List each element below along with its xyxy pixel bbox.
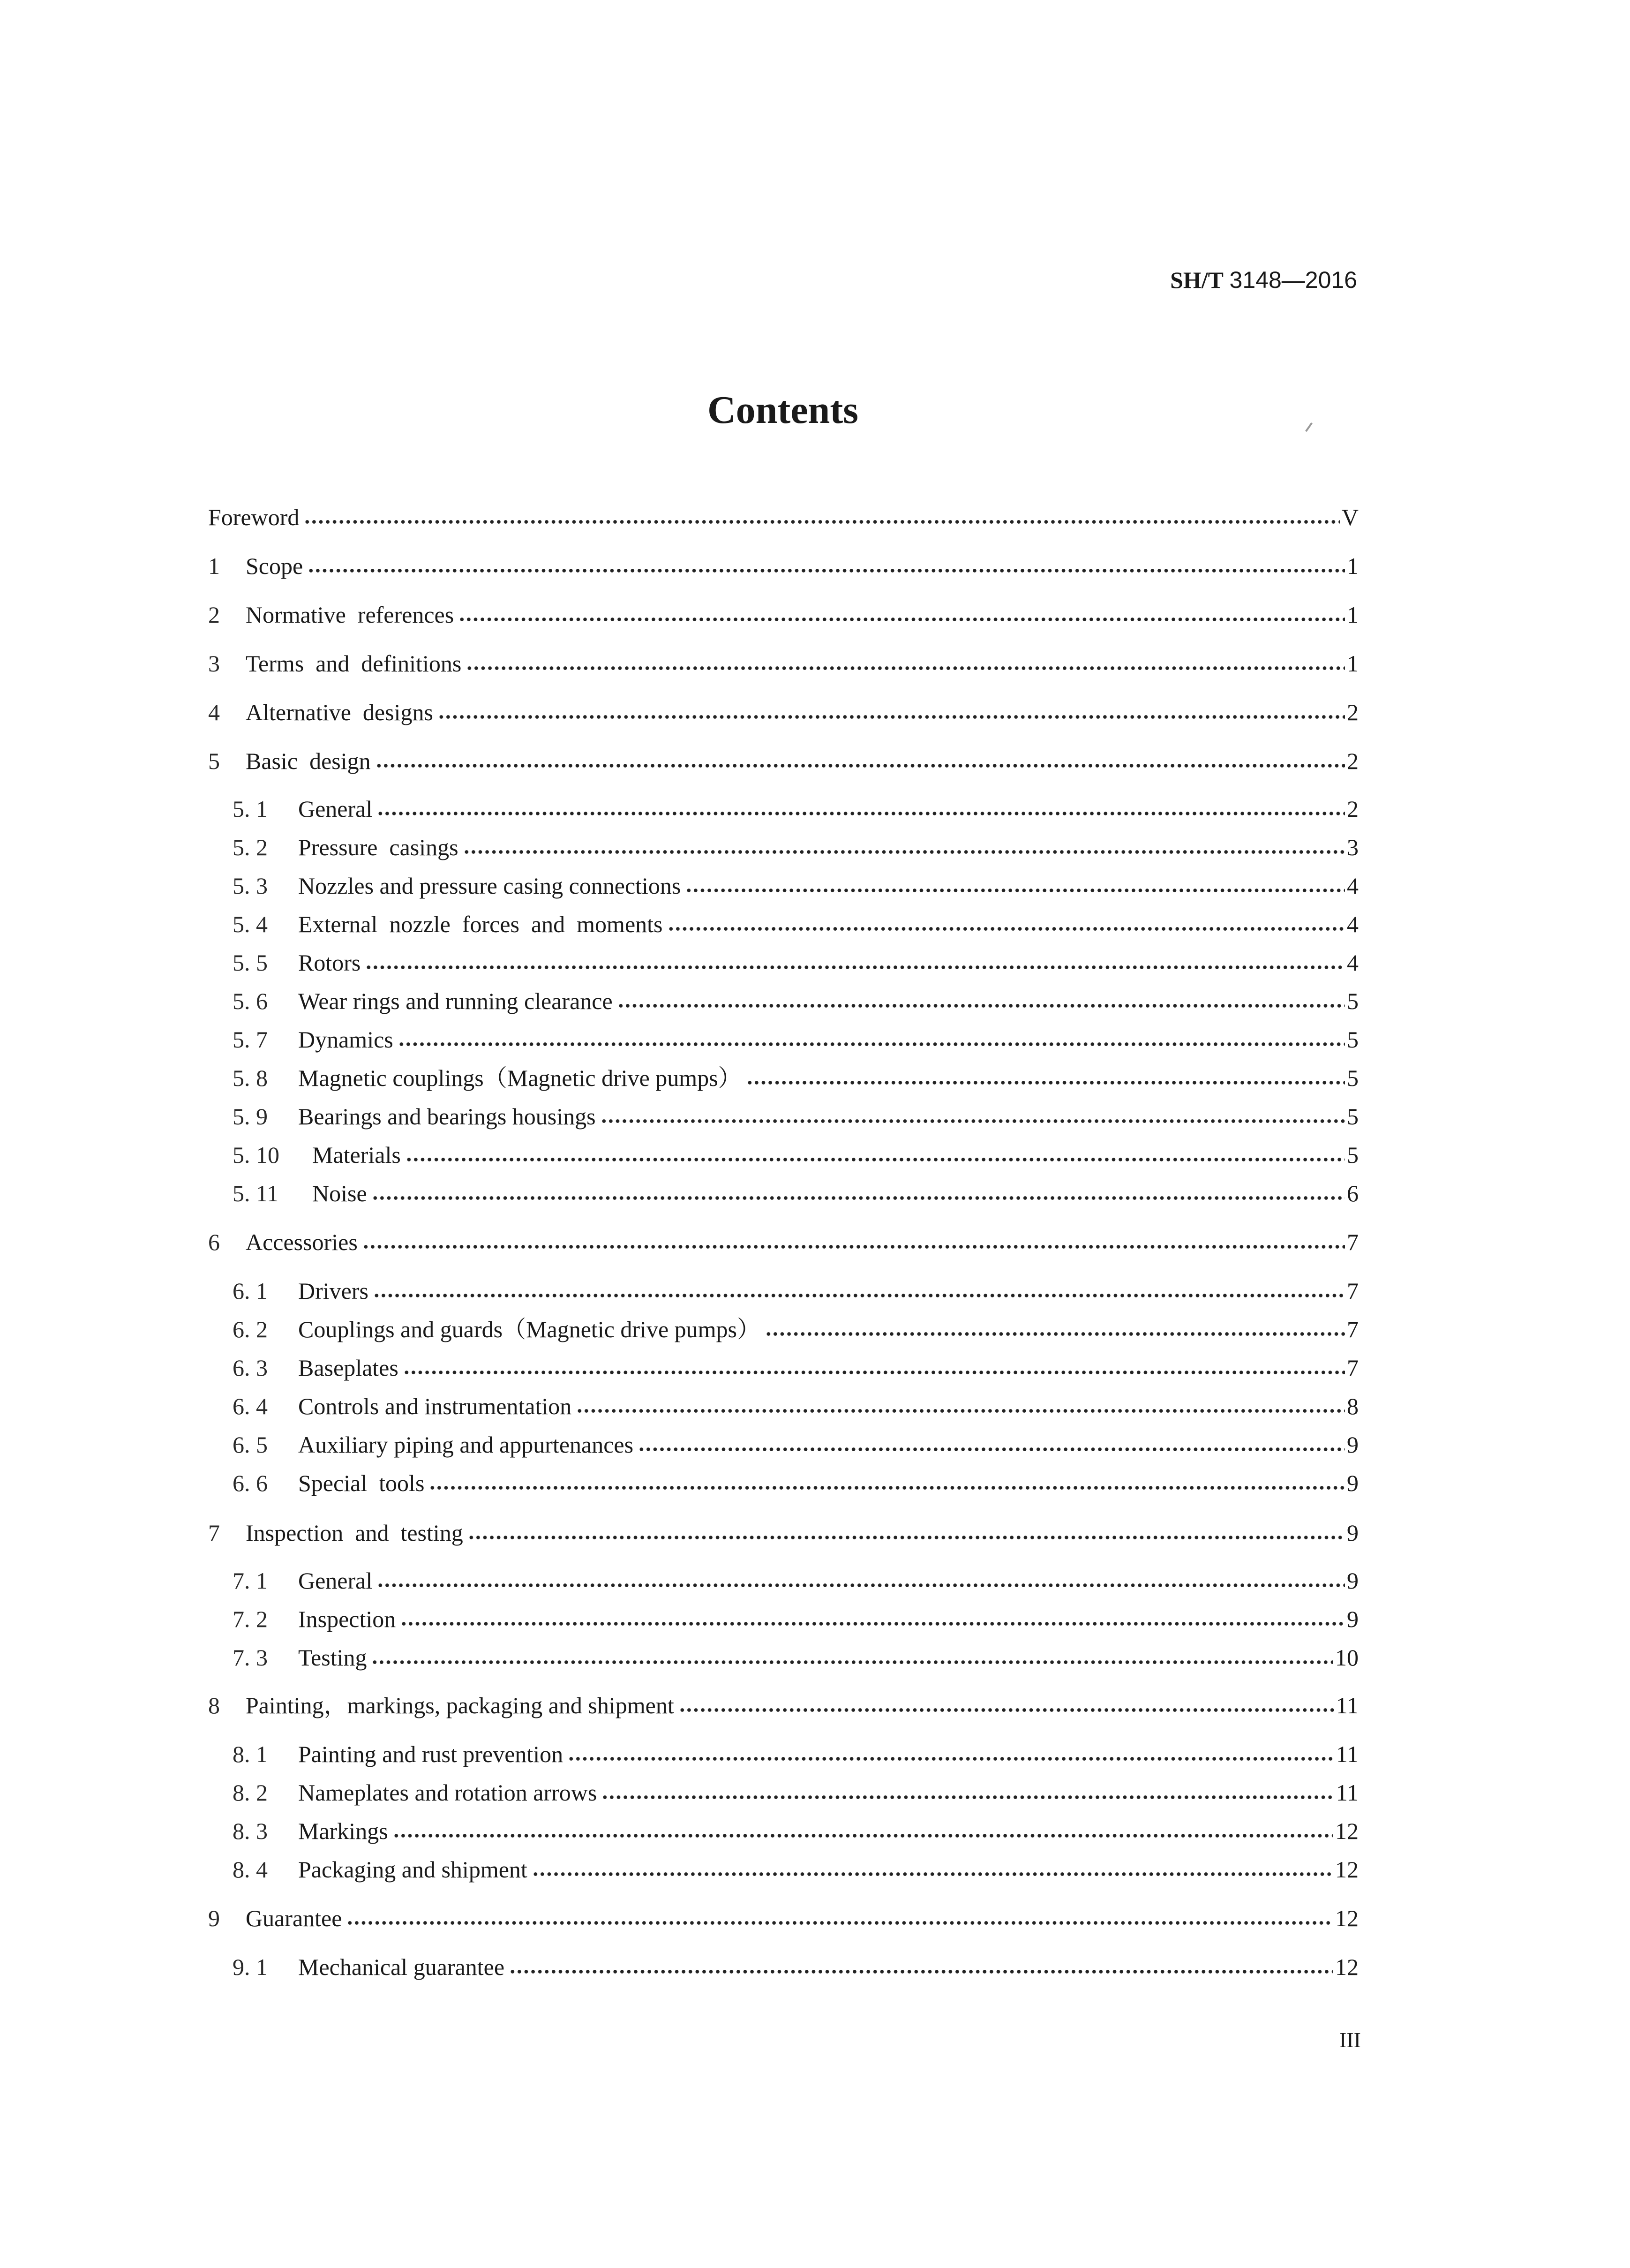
toc-entry-number: 5. 8 <box>233 1065 268 1091</box>
toc-entry[interactable] <box>233 1063 1359 1093</box>
toc-entry[interactable] <box>233 1392 1359 1421</box>
toc-dot-leader <box>362 1243 1345 1250</box>
toc-entry-title: Wear rings and running clearance <box>298 988 613 1014</box>
toc-entry-title: Couplings and guards（Magnetic drive pumps） <box>298 1316 760 1342</box>
toc-dot-leader <box>532 1871 1333 1877</box>
toc-dot-leader <box>568 1756 1334 1762</box>
toc-entry-number: 4 <box>208 699 220 725</box>
toc-entry-title: Painting and rust prevention <box>298 1741 563 1767</box>
toc-entry-page: 9 <box>1347 1567 1359 1594</box>
toc-entry-number: 7. 2 <box>233 1606 268 1632</box>
toc-dot-leader <box>765 1331 1345 1337</box>
toc-entry-number: 6. 6 <box>233 1470 268 1496</box>
toc-entry-title: Basic design <box>246 748 371 774</box>
toc-entry-page: V <box>1341 504 1359 530</box>
page-title: Contents <box>707 388 858 432</box>
toc-entry-page: 1 <box>1347 602 1359 628</box>
toc-entry-title: Painting，markings, packaging and shipment <box>246 1692 674 1718</box>
toc-entry[interactable] <box>208 1691 1359 1720</box>
toc-entry-number: 5. 9 <box>233 1103 268 1130</box>
toc-entry-page: 7 <box>1347 1229 1359 1255</box>
toc-entry-title: Alternative designs <box>246 699 433 725</box>
toc-entry[interactable] <box>233 1430 1359 1459</box>
toc-entry-title: Packaging and shipment <box>298 1856 527 1883</box>
toc-entry-page: 1 <box>1347 650 1359 677</box>
toc-entry[interactable] <box>233 1855 1359 1884</box>
toc-entry-number: 7. 1 <box>233 1567 268 1594</box>
toc-dot-leader <box>398 1041 1345 1047</box>
toc-entry[interactable] <box>233 1353 1359 1382</box>
toc-entry-page: 5 <box>1347 1065 1359 1091</box>
toc-entry-page: 7 <box>1347 1316 1359 1342</box>
toc-dot-leader <box>466 665 1345 671</box>
toc-entry-number: 5. 3 <box>233 873 268 899</box>
toc-entry-page: 4 <box>1347 911 1359 937</box>
toc-entry-number: 2 <box>208 602 220 628</box>
toc-entry[interactable] <box>233 948 1359 977</box>
toc-dot-leader <box>685 887 1345 894</box>
toc-dot-leader <box>304 519 1339 525</box>
toc-entry[interactable] <box>233 794 1359 823</box>
toc-entry-title: General <box>298 796 373 822</box>
toc-entry-number: 5. 11 <box>233 1180 279 1206</box>
toc-dot-leader <box>638 1446 1345 1453</box>
toc-entry[interactable] <box>233 1179 1359 1208</box>
toc-entry-title: Pressure casings <box>298 834 458 860</box>
toc-dot-leader <box>576 1408 1345 1414</box>
toc-entry-page: 9 <box>1347 1432 1359 1458</box>
toc-entry-page: 7 <box>1347 1355 1359 1381</box>
toc-entry-page: 2 <box>1347 699 1359 725</box>
toc-entry-number: 9 <box>208 1905 220 1931</box>
toc-entry-number: 5. 4 <box>233 911 268 937</box>
toc-dot-leader <box>377 810 1345 817</box>
toc-entry-page: 6 <box>1347 1180 1359 1206</box>
toc-dot-leader <box>668 926 1345 932</box>
toc-entry-number: 8. 1 <box>233 1741 268 1767</box>
toc-dot-leader <box>746 1079 1345 1086</box>
toc-entry-page: 12 <box>1335 1905 1359 1931</box>
toc-dot-leader <box>458 616 1345 623</box>
toc-entry-page: 2 <box>1347 748 1359 774</box>
toc-entry-title: Inspection <box>298 1606 396 1632</box>
toc-entry-title: Mechanical guarantee <box>298 1954 505 1980</box>
toc-entry-title: Magnetic couplings（Magnetic drive pumps） <box>298 1065 742 1091</box>
toc-entry-page: 5 <box>1347 1142 1359 1168</box>
toc-entry[interactable] <box>208 649 1359 678</box>
toc-entry-title: Nameplates and rotation arrows <box>298 1779 597 1806</box>
toc-dot-leader <box>463 849 1345 855</box>
toc-entry-number: 9. 1 <box>233 1954 268 1980</box>
toc-entry-number: 5. 5 <box>233 949 268 976</box>
toc-entry-title: Accessories <box>246 1229 358 1255</box>
standard-number: 3148—2016 <box>1229 267 1357 293</box>
toc-entry-number: 7 <box>208 1520 220 1546</box>
toc-dot-leader <box>601 1118 1345 1124</box>
toc-dot-leader <box>393 1832 1333 1839</box>
toc-entry[interactable] <box>233 987 1359 1016</box>
toc-entry-title: External nozzle forces and moments <box>298 911 663 937</box>
toc-entry-title: Auxiliary piping and appurtenances <box>298 1432 634 1458</box>
toc-dot-leader <box>509 1968 1333 1975</box>
toc-dot-leader <box>376 762 1345 769</box>
toc-entry-number: 6. 1 <box>233 1278 268 1304</box>
toc-entry-number: 5. 10 <box>233 1142 279 1168</box>
toc-entry[interactable] <box>233 1566 1359 1595</box>
toc-entry[interactable] <box>208 551 1359 580</box>
toc-entry[interactable] <box>208 698 1359 727</box>
standard-code <box>1170 266 1357 294</box>
toc-entry[interactable] <box>233 910 1359 939</box>
toc-dot-leader <box>372 1195 1345 1201</box>
toc-entry-title: Noise <box>312 1180 367 1206</box>
toc-entry-page: 9 <box>1347 1470 1359 1496</box>
toc-entry-number: 6. 5 <box>233 1432 268 1458</box>
page-number: III <box>1339 2028 1361 2052</box>
toc-dot-leader <box>468 1534 1345 1541</box>
toc-entry-number: 7. 3 <box>233 1644 268 1671</box>
toc-dot-leader <box>400 1620 1345 1627</box>
toc-entry[interactable] <box>208 1228 1359 1257</box>
toc-dot-leader <box>601 1794 1334 1801</box>
toc-entry-title: Dynamics <box>298 1026 393 1053</box>
toc-entry[interactable] <box>233 1102 1359 1131</box>
toc-entry-title: Materials <box>312 1142 401 1168</box>
toc-entry[interactable] <box>233 1315 1359 1344</box>
toc-dot-leader <box>617 1002 1345 1009</box>
toc-entry-title: Controls and instrumentation <box>298 1393 572 1419</box>
toc-entry-number: 6. 4 <box>233 1393 268 1419</box>
toc-entry[interactable] <box>233 833 1359 862</box>
toc-entry[interactable] <box>233 1778 1359 1807</box>
toc-entry-page: 1 <box>1347 553 1359 579</box>
toc-entry[interactable] <box>233 1469 1359 1498</box>
toc-entry-page: 12 <box>1335 1818 1359 1844</box>
toc-dot-leader <box>365 964 1345 971</box>
toc-entry[interactable] <box>233 1025 1359 1054</box>
toc-entry[interactable] <box>233 1140 1359 1169</box>
toc-entry-title: Markings <box>298 1818 388 1844</box>
toc-entry-number: 5. 7 <box>233 1026 268 1053</box>
toc-dot-leader <box>438 714 1345 720</box>
toc-entry[interactable] <box>208 1904 1359 1933</box>
toc-entry-number: 1 <box>208 553 220 579</box>
toc-entry-number: 8. 4 <box>233 1856 268 1883</box>
toc-entry[interactable] <box>208 746 1359 776</box>
toc-entry-page: 4 <box>1347 949 1359 976</box>
toc-entry[interactable] <box>233 1952 1359 1982</box>
toc-entry-number: 6. 2 <box>233 1316 268 1342</box>
toc-entry[interactable] <box>233 1643 1359 1672</box>
toc-dot-leader <box>429 1484 1345 1491</box>
toc-entry-title: Terms and definitions <box>246 650 462 677</box>
toc-entry-number: 3 <box>208 650 220 677</box>
toc-dot-leader <box>377 1582 1345 1589</box>
toc-entry[interactable] <box>208 600 1359 629</box>
toc-entry-title: Scope <box>246 553 303 579</box>
toc-entry-title: Bearings and bearings housings <box>298 1103 596 1130</box>
toc-dot-leader <box>373 1292 1345 1299</box>
toc-entry-number: 5. 1 <box>233 796 268 822</box>
toc-entry-number: 5. 6 <box>233 988 268 1014</box>
toc-dot-leader <box>406 1156 1345 1163</box>
toc-entry-number: 5. 2 <box>233 834 268 860</box>
toc-entry-title: Special tools <box>298 1470 425 1496</box>
toc-dot-leader <box>679 1707 1334 1713</box>
toc-entry-page: 5 <box>1347 1103 1359 1130</box>
toc-entry[interactable] <box>208 1518 1359 1547</box>
toc-entry-page: 9 <box>1347 1520 1359 1546</box>
toc-entry[interactable] <box>233 871 1359 900</box>
toc-entry[interactable] <box>233 1276 1359 1305</box>
toc-entry-page: 12 <box>1335 1954 1359 1980</box>
toc-entry-page: 4 <box>1347 873 1359 899</box>
toc-entry-title: Rotors <box>298 949 361 976</box>
toc-entry-page: 5 <box>1347 1026 1359 1053</box>
toc-entry-page: 9 <box>1347 1606 1359 1632</box>
toc-entry-page: 2 <box>1347 796 1359 822</box>
toc-entry[interactable] <box>208 503 1359 532</box>
toc-entry-title: Guarantee <box>246 1905 342 1931</box>
toc-dot-leader <box>346 1920 1333 1926</box>
toc-entry-number: 6 <box>208 1229 220 1255</box>
toc-dot-leader <box>308 567 1345 574</box>
standard-prefix: SH/T <box>1170 267 1224 293</box>
toc-entry-page: 3 <box>1347 834 1359 860</box>
toc-entry-number: 5 <box>208 748 220 774</box>
toc-entry-number: 8. 3 <box>233 1818 268 1844</box>
toc-entry-number: 8 <box>208 1692 220 1718</box>
toc-entry-title: Baseplates <box>298 1355 398 1381</box>
toc-entry[interactable] <box>233 1605 1359 1634</box>
toc-entry-page: 10 <box>1335 1644 1359 1671</box>
toc-entry-title: Nozzles and pressure casing connections <box>298 873 681 899</box>
toc-entry[interactable] <box>233 1740 1359 1769</box>
toc-entry-number: 8. 2 <box>233 1779 268 1806</box>
toc-entry-page: 11 <box>1336 1779 1359 1806</box>
toc-entry-page: 12 <box>1335 1856 1359 1883</box>
toc-entry-title: General <box>298 1567 373 1594</box>
toc-entry-page: 11 <box>1336 1692 1359 1718</box>
toc-dot-leader <box>371 1659 1333 1665</box>
toc-entry-title: Normative references <box>246 602 454 628</box>
toc-entry-page: 5 <box>1347 988 1359 1014</box>
toc-entry-title: Inspection and testing <box>246 1520 463 1546</box>
toc-entry-title: Drivers <box>298 1278 368 1304</box>
toc-entry[interactable] <box>233 1816 1359 1846</box>
toc-entry-title: Testing <box>298 1644 367 1671</box>
toc-entry-page: 8 <box>1347 1393 1359 1419</box>
toc-entry-number: 6. 3 <box>233 1355 268 1381</box>
toc-entry-title: Foreword <box>208 504 300 530</box>
toc-entry-page: 11 <box>1336 1741 1359 1767</box>
toc-dot-leader <box>403 1369 1345 1376</box>
toc-entry-page: 7 <box>1347 1278 1359 1304</box>
